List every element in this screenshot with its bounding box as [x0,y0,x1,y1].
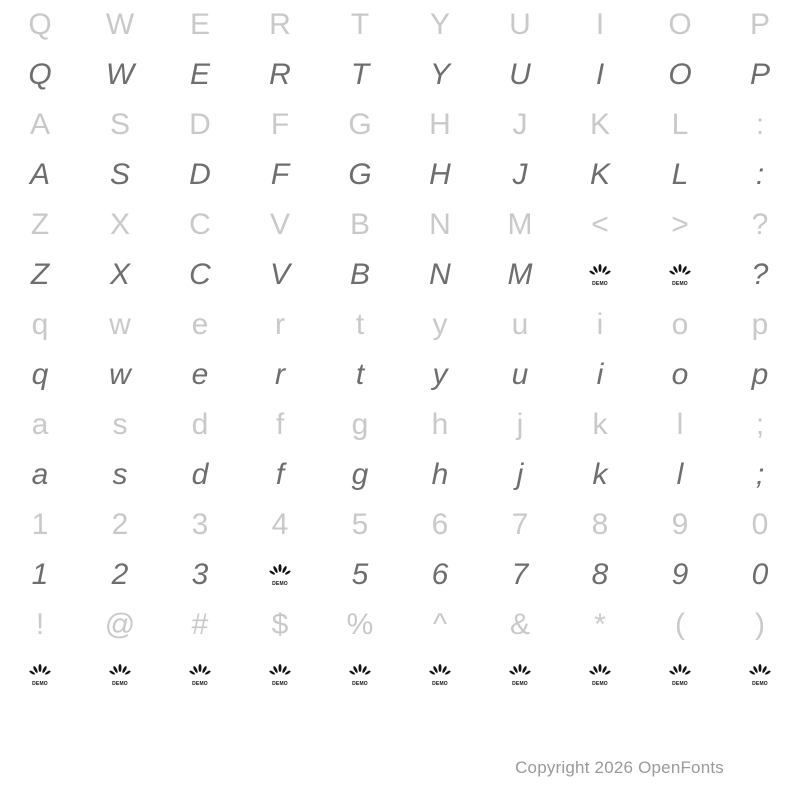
glyph-cell: P [749,58,770,91]
demo-mark [589,264,611,286]
glyph-cell: M [507,258,533,291]
demo-label: DEMO [32,681,48,687]
glyph-cell: ! [35,608,45,641]
demo-label: DEMO [672,281,688,287]
glyph-row [0,450,800,500]
demo-label: DEMO [352,681,368,687]
glyph-row [0,100,800,150]
glyph-cell: P [749,8,770,41]
demo-label: DEMO [512,681,528,687]
glyph-cell: K [589,108,610,141]
glyph-cell: X [109,208,130,241]
glyph-cell: # [191,608,209,641]
glyph-cell: h [431,458,449,491]
glyph-cell: A [29,108,50,141]
glyph-cell: R [269,8,291,41]
demo-mark [669,264,691,286]
demo-label: DEMO [592,681,608,687]
glyph-cell: k [592,458,608,491]
demo-watermark-icon [560,650,640,700]
glyph-cell: K [589,158,610,191]
glyph-cell: N [429,208,451,241]
demo-mark [589,664,611,686]
glyph-cell: W [105,58,135,91]
glyph-cell: B [349,258,370,291]
demo-mark [109,664,131,686]
glyph-row [0,250,800,300]
demo-watermark-icon [640,250,720,300]
glyph-cell: t [355,308,365,341]
glyph-cell: O [668,8,692,41]
glyph-cell: L [671,158,689,191]
glyph-cell: C [189,208,211,241]
glyph-cell: s [112,408,128,441]
copyright-notice: Copyright 2026 OpenFonts [515,758,724,777]
glyph-cell: 7 [511,508,529,541]
glyph-cell: 0 [751,558,769,591]
glyph-cell: o [671,358,689,391]
glyph-cell: w [109,358,131,391]
glyph-cell: U [509,8,531,41]
glyph-cell: ; [755,458,765,491]
glyph-cell: a [31,458,49,491]
glyph-cell: 6 [431,508,449,541]
glyph-cell: * [594,608,606,641]
glyph-row [0,50,800,100]
glyph-cell: q [31,308,49,341]
glyph-cell: T [350,58,370,91]
demo-watermark-icon [720,650,800,700]
glyph-cell: S [109,108,130,141]
glyph-cell: 4 [271,508,289,541]
demo-mark [429,664,451,686]
demo-mark [749,664,771,686]
glyph-row [0,550,800,600]
glyph-cell: $ [271,608,289,641]
glyph-cell: E [189,8,210,41]
glyph-cell: O [668,58,692,91]
glyph-cell: ^ [432,608,448,641]
glyph-cell: w [109,308,131,341]
glyph-cell: u [511,308,529,341]
glyph-cell: j [516,458,524,491]
glyph-cell: 5 [351,508,369,541]
glyph-cell: k [592,408,608,441]
demo-label: DEMO [672,681,688,687]
glyph-cell: Y [429,58,450,91]
demo-label: DEMO [272,681,288,687]
glyph-cell: Z [30,258,50,291]
glyph-cell: q [31,358,49,391]
glyph-cell: ( [675,608,685,641]
demo-watermark-icon [240,650,320,700]
demo-mark [509,664,531,686]
demo-watermark-icon [320,650,400,700]
glyph-cell: % [346,608,374,641]
glyph-cell: W [105,8,135,41]
glyph-cell: f [275,458,285,491]
glyph-row [0,400,800,450]
glyph-cell: & [509,608,530,641]
glyph-cell: 5 [351,558,369,591]
glyph-cell: l [676,408,684,441]
glyph-row [0,350,800,400]
glyph-row [0,600,800,650]
glyph-cell: 1 [31,508,49,541]
glyph-cell: U [509,58,531,91]
glyph-cell: J [512,108,528,141]
glyph-cell: l [676,458,684,491]
demo-label: DEMO [752,681,768,687]
glyph-row [0,500,800,550]
glyph-cell: u [511,358,529,391]
glyph-cell: 8 [591,558,609,591]
glyph-cell: h [431,408,449,441]
glyph-cell: 3 [191,508,209,541]
glyph-cell: > [671,208,689,241]
glyph-cell: : [755,108,765,141]
glyph-row [0,150,800,200]
glyph-cell: F [270,158,290,191]
demo-mark [29,664,51,686]
glyph-cell: s [112,458,128,491]
glyph-cell: 9 [671,558,689,591]
demo-watermark-icon [480,650,560,700]
glyph-cell: D [189,108,211,141]
demo-watermark-icon [160,650,240,700]
glyph-row [0,200,800,250]
glyph-cell: e [191,358,209,391]
demo-mark [669,664,691,686]
glyph-cell: 7 [511,558,529,591]
demo-mark [269,664,291,686]
glyph-cell: t [355,358,365,391]
demo-watermark-icon [0,650,80,700]
glyph-cell: 9 [671,508,689,541]
glyph-cell: 8 [591,508,609,541]
glyph-cell: y [432,358,448,391]
glyph-cell: H [429,158,451,191]
glyph-cell: C [189,258,211,291]
glyph-cell: D [189,158,211,191]
demo-watermark-icon [80,650,160,700]
demo-label: DEMO [272,581,288,587]
glyph-cell: I [595,58,605,91]
demo-mark [189,664,211,686]
glyph-cell: ; [755,408,765,441]
demo-mark [269,564,291,586]
demo-watermark-icon [400,650,480,700]
glyph-cell: B [349,208,370,241]
demo-watermark-icon [640,650,720,700]
glyph-cell: g [351,408,369,441]
demo-watermark-icon [240,550,320,600]
glyph-cell: E [189,58,210,91]
glyph-cell: o [671,308,689,341]
demo-label: DEMO [112,681,128,687]
glyph-cell: p [751,308,769,341]
glyph-cell: S [109,158,130,191]
demo-label: DEMO [192,681,208,687]
glyph-cell: r [275,308,285,341]
glyph-cell: G [348,158,372,191]
glyph-cell: d [191,458,209,491]
glyph-cell: M [507,208,533,241]
glyph-cell: i [596,358,604,391]
glyph-cell: : [755,158,765,191]
demo-label: DEMO [432,681,448,687]
glyph-cell: N [429,258,451,291]
demo-mark [349,664,371,686]
glyph-cell: I [595,8,605,41]
glyph-cell: 1 [31,558,49,591]
glyph-row [0,650,800,700]
glyph-cell: 2 [111,558,129,591]
glyph-cell: 6 [431,558,449,591]
glyph-cell: R [269,58,291,91]
glyph-cell: A [29,158,50,191]
glyph-cell: ? [751,208,769,241]
glyph-cell: f [275,408,285,441]
glyph-cell: 3 [191,558,209,591]
glyph-cell: Q [28,8,52,41]
glyph-cell: g [351,458,369,491]
glyph-cell: a [31,408,49,441]
glyph-cell: T [350,8,370,41]
glyph-cell: < [591,208,609,241]
glyph-cell: p [751,358,769,391]
glyph-row [0,0,800,50]
glyph-cell: r [275,358,285,391]
glyph-cell: 2 [111,508,129,541]
demo-watermark-icon [560,250,640,300]
glyph-cell: Y [429,8,450,41]
glyph-cell: V [269,258,290,291]
glyph-cell: ? [751,258,769,291]
demo-label: DEMO [592,281,608,287]
glyph-row [0,300,800,350]
glyph-cell: Z [30,208,50,241]
glyph-cell: Q [28,58,52,91]
glyph-cell: ) [755,608,765,641]
glyph-cell: V [269,208,290,241]
glyph-cell: @ [104,608,136,641]
glyph-cell: H [429,108,451,141]
glyph-cell: 0 [751,508,769,541]
glyph-cell: J [512,158,528,191]
glyph-cell: i [596,308,604,341]
glyph-cell: F [270,108,290,141]
glyph-cell: j [516,408,524,441]
glyph-cell: d [191,408,209,441]
glyph-cell: y [432,308,448,341]
glyph-cell: X [109,258,130,291]
glyph-cell: G [348,108,372,141]
glyph-cell: e [191,308,209,341]
glyph-cell: L [671,108,689,141]
